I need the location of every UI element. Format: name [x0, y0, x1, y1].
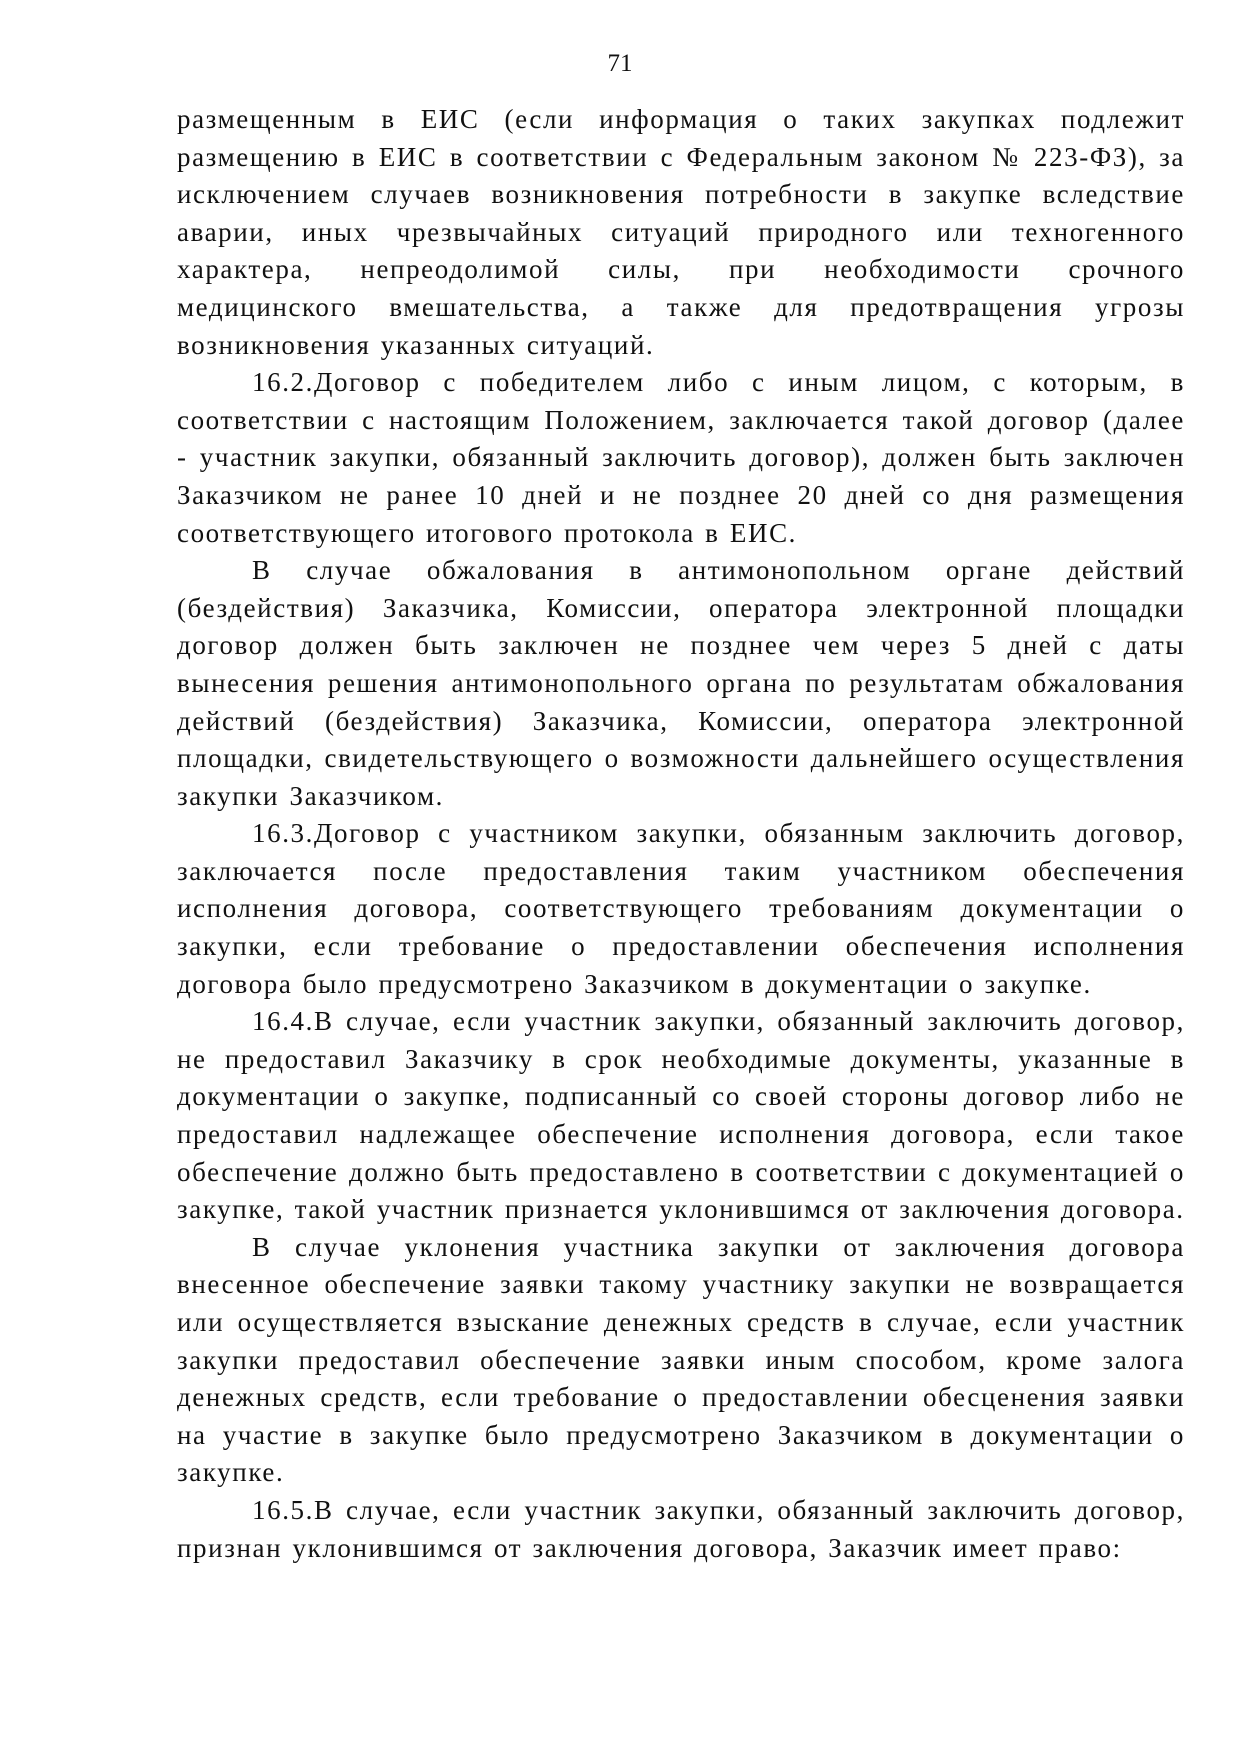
paragraph-16-2: 16.2.Договор с победителем либо с иным лицом, с которым, в соответствии с настоящим Положением, заключается такой договор (далее - участник закупки, обязанный заключить договор), должен быть заключен Заказчиком не ранее 10 дней и не позднее 20 дней со дня размещения соответствующего итогового протокола в ЕИС. [177, 367, 1185, 548]
paragraph-appeal: В случае обжалования в антимонопольном органе действий (бездействия) Заказчика, Комиссии, оператора электронной площадки договор должен быть заключен не позднее чем через 5 дней с даты вынесения решения антимонопольного органа по результатам обжалования действий (бездействия) Заказчика, Комиссии, оператора электронной площадки, свидетельствующего о возможности дальнейшего осуществления закупки Заказчиком. [177, 555, 1185, 811]
document-body [177, 101, 1185, 1567]
paragraph-continuation: размещенным в ЕИС (если информация о таких закупках подлежит размещению в ЕИС в соответствии с Федеральным законом № 223-ФЗ), за исключением случаев возникновения потребности в закупке вследствие аварии, иных чрезвычайных ситуаций природного или техногенного характера, непреодолимой силы, при необходимости срочного медицинского вмешательства, а также для предотвращения угрозы возникновения указанных ситуаций. [177, 104, 1185, 360]
page-number: 71 [607, 50, 633, 77]
paragraph-16-3: 16.3.Договор с участником закупки, обязанным заключить договор, заключается после предоставления таким участником обеспечения исполнения договора, соответствующего требованиям документации о закупки, если требование о предоставлении обеспечения исполнения договора было предусмотрено Заказчиком в документации о закупке. [177, 818, 1185, 999]
paragraph-evasion: В случае уклонения участника закупки от заключения договора внесенное обеспечение заявки такому участнику закупки не возвращается или осуществляется взыскание денежных средств в случае, если участник закупки предоставил обеспечение заявки иным способом, кроме залога денежных средств, если требование о предоставлении обесценения заявки на участие в закупке было предусмотрено Заказчиком в документации о закупке. [177, 1231, 1185, 1488]
paragraph-16-4: 16.4.В случае, если участник закупки, обязанный заключить договор, не предоставил Заказчику в срок необходимые документы, указанные в документации о закупке, подписанный со своей стороны договор либо не предоставил надлежащее обеспечение исполнения договора, если такое обеспечение должно быть предоставлено в соответствии с документацией о закупке, такой участник признается уклонившимся от заключения договора. [177, 1006, 1185, 1225]
paragraph-16-5: 16.5.В случае, если участник закупки, обязанный заключить договор, признан уклонившимся от заключения договора, Заказчик имеет право: [177, 1494, 1185, 1563]
